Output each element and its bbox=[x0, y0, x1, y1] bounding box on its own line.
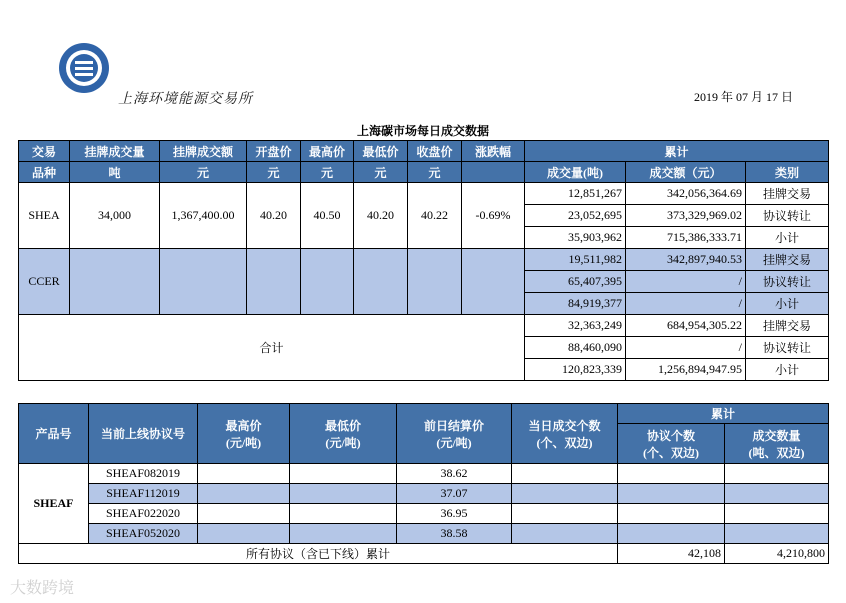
unit-change bbox=[462, 162, 525, 183]
total-row-volume: 88,460,090 bbox=[525, 337, 626, 359]
settle-price: 38.62 bbox=[397, 464, 512, 484]
settle-price: 37.07 bbox=[397, 484, 512, 504]
col-low: 最低价 (元/吨) bbox=[290, 404, 397, 464]
settle-price: 36.95 bbox=[397, 504, 512, 524]
shea-row-amount: 342,056,364.69 bbox=[626, 183, 746, 205]
shea-row-volume: 35,903,962 bbox=[525, 227, 626, 249]
col-cumulative: 累计 bbox=[525, 141, 829, 162]
col-high: 最高价 (元/吨) bbox=[198, 404, 290, 464]
col-trade-type-2: 品种 bbox=[19, 162, 70, 183]
settle-price: 38.58 bbox=[397, 524, 512, 544]
shea-row-amount: 373,329,969.02 bbox=[626, 205, 746, 227]
col-trade-type: 交易 bbox=[19, 141, 70, 162]
col-listed-volume: 挂牌成交量 bbox=[70, 141, 160, 162]
ccer-row-category: 小计 bbox=[746, 293, 829, 315]
col-cumulative: 累计 bbox=[618, 404, 829, 424]
ccer-row-volume: 84,919,377 bbox=[525, 293, 626, 315]
total-row-category: 挂牌交易 bbox=[746, 315, 829, 337]
footer-cum-count: 42,108 bbox=[618, 544, 725, 564]
total-name: 合计 bbox=[19, 315, 525, 381]
ccer-row-amount: / bbox=[626, 293, 746, 315]
ccer-row-amount: 342,897,940.53 bbox=[626, 249, 746, 271]
ccer-row-amount: / bbox=[626, 271, 746, 293]
col-low: 最低价 bbox=[354, 141, 408, 162]
total-row-category: 协议转让 bbox=[746, 337, 829, 359]
shea-row-category: 小计 bbox=[746, 227, 829, 249]
agreement-id: SHEAF112019 bbox=[89, 484, 198, 504]
unit-listed-volume: 吨 bbox=[70, 162, 160, 183]
col-listed-amount: 挂牌成交额 bbox=[160, 141, 247, 162]
shea-open: 40.20 bbox=[247, 183, 301, 249]
col-cum-count: 协议个数 (个、双边) bbox=[618, 424, 725, 464]
daily-trading-table bbox=[18, 140, 829, 381]
shea-low: 40.20 bbox=[354, 183, 408, 249]
watermark: 大数跨境 bbox=[10, 578, 75, 597]
shea-row-volume: 23,052,695 bbox=[525, 205, 626, 227]
footer-label: 所有协议（含已下线）累计 bbox=[19, 544, 618, 564]
shea-listed-amount: 1,367,400.00 bbox=[160, 183, 247, 249]
report-date: 2019 年 07 月 17 日 bbox=[694, 90, 794, 104]
shea-listed-volume: 34,000 bbox=[70, 183, 160, 249]
total-row-amount: 1,256,894,947.95 bbox=[626, 359, 746, 381]
footer-cum-qty: 4,210,800 bbox=[725, 544, 829, 564]
exchange-logo-icon bbox=[58, 42, 110, 94]
total-row-category: 小计 bbox=[746, 359, 829, 381]
agreement-id: SHEAF052020 bbox=[89, 524, 198, 544]
col-category: 类别 bbox=[746, 162, 829, 183]
unit-open: 元 bbox=[247, 162, 301, 183]
ccer-row-volume: 65,407,395 bbox=[525, 271, 626, 293]
shea-row-volume: 12,851,267 bbox=[525, 183, 626, 205]
agreement-id: SHEAF022020 bbox=[89, 504, 198, 524]
shea-close: 40.22 bbox=[408, 183, 462, 249]
shea-name: SHEA bbox=[19, 183, 70, 249]
col-cum-amount: 成交额（元） bbox=[626, 162, 746, 183]
ccer-row-category: 协议转让 bbox=[746, 271, 829, 293]
unit-listed-amount: 元 bbox=[160, 162, 247, 183]
agreement-id: SHEAF082019 bbox=[89, 464, 198, 484]
product-name: SHEAF bbox=[19, 464, 89, 544]
col-product: 产品号 bbox=[19, 404, 89, 464]
shea-row-category: 挂牌交易 bbox=[746, 183, 829, 205]
exchange-logo-text: 上海环境能源交易所 bbox=[118, 91, 253, 107]
unit-close: 元 bbox=[408, 162, 462, 183]
col-high: 最高价 bbox=[301, 141, 354, 162]
shea-row-amount: 715,386,333.71 bbox=[626, 227, 746, 249]
total-row-amount: 684,954,305.22 bbox=[626, 315, 746, 337]
col-agreement: 当前上线协议号 bbox=[89, 404, 198, 464]
col-change: 涨跌幅 bbox=[462, 141, 525, 162]
total-row-amount: / bbox=[626, 337, 746, 359]
col-cum-qty: 成交数量 (吨、双边) bbox=[725, 424, 829, 464]
total-row-volume: 120,823,339 bbox=[525, 359, 626, 381]
ccer-row-category: 挂牌交易 bbox=[746, 249, 829, 271]
shea-row-category: 协议转让 bbox=[746, 205, 829, 227]
col-cum-volume: 成交量(吨) bbox=[525, 162, 626, 183]
ccer-row-volume: 19,511,982 bbox=[525, 249, 626, 271]
col-settle: 前日结算价 (元/吨) bbox=[397, 404, 512, 464]
col-close: 收盘价 bbox=[408, 141, 462, 162]
unit-low: 元 bbox=[354, 162, 408, 183]
total-row-volume: 32,363,249 bbox=[525, 315, 626, 337]
ccer-name: CCER bbox=[19, 249, 70, 315]
shea-high: 40.50 bbox=[301, 183, 354, 249]
unit-high: 元 bbox=[301, 162, 354, 183]
shea-change: -0.69% bbox=[462, 183, 525, 249]
futures-table bbox=[18, 403, 829, 564]
col-open: 开盘价 bbox=[247, 141, 301, 162]
page-title: 上海碳市场每日成交数据 bbox=[356, 124, 489, 138]
col-daily-count: 当日成交个数 (个、双边) bbox=[512, 404, 618, 464]
